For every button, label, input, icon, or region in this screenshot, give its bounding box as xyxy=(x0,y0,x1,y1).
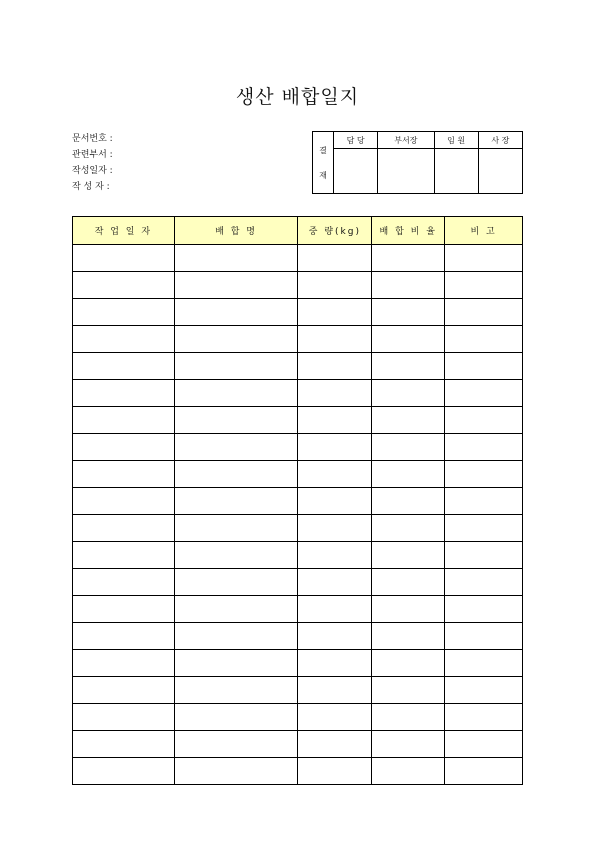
table-cell[interactable] xyxy=(445,677,523,704)
table-cell[interactable] xyxy=(445,569,523,596)
table-cell[interactable] xyxy=(445,299,523,326)
table-row xyxy=(73,461,523,488)
table-cell[interactable] xyxy=(73,380,175,407)
table-cell[interactable] xyxy=(73,596,175,623)
role-dept-head: 부서장 xyxy=(378,132,434,149)
table-cell[interactable] xyxy=(73,326,175,353)
table-cell[interactable] xyxy=(445,731,523,758)
role-executive: 임 원 xyxy=(434,132,478,149)
table-row xyxy=(73,326,523,353)
table-cell[interactable] xyxy=(298,353,372,380)
table-row xyxy=(73,515,523,542)
table-cell[interactable] xyxy=(174,596,298,623)
table-cell[interactable] xyxy=(73,299,175,326)
table-row xyxy=(73,677,523,704)
table-cell[interactable] xyxy=(73,623,175,650)
table-cell[interactable] xyxy=(445,326,523,353)
document-info xyxy=(72,131,113,195)
signature-executive[interactable] xyxy=(434,149,478,194)
table-cell[interactable] xyxy=(372,461,445,488)
table-cell[interactable] xyxy=(174,407,298,434)
role-president: 사 장 xyxy=(478,132,522,149)
table-cell[interactable] xyxy=(73,434,175,461)
page-title: 생산 배합일지 xyxy=(235,86,360,108)
table-body xyxy=(73,245,523,785)
table-cell[interactable] xyxy=(174,650,298,677)
table-cell[interactable] xyxy=(73,569,175,596)
table-cell[interactable] xyxy=(372,380,445,407)
table-cell[interactable] xyxy=(298,677,372,704)
header-blend-name: 배 합 명 xyxy=(174,217,298,245)
table-row xyxy=(73,623,523,650)
table-row xyxy=(73,407,523,434)
table-cell[interactable] xyxy=(174,299,298,326)
table-cell[interactable] xyxy=(372,515,445,542)
table-row xyxy=(73,596,523,623)
table-cell[interactable] xyxy=(298,650,372,677)
table-row xyxy=(73,569,523,596)
table-cell[interactable] xyxy=(445,380,523,407)
table-row xyxy=(73,434,523,461)
header-weight: 중 량(kg) xyxy=(298,217,372,245)
table-cell[interactable] xyxy=(174,704,298,731)
table-cell[interactable] xyxy=(372,407,445,434)
table-cell[interactable] xyxy=(174,272,298,299)
table-cell[interactable] xyxy=(73,353,175,380)
table-cell[interactable] xyxy=(73,515,175,542)
table-cell[interactable] xyxy=(372,272,445,299)
table-cell[interactable] xyxy=(174,434,298,461)
table-cell[interactable] xyxy=(298,488,372,515)
table-cell[interactable] xyxy=(298,380,372,407)
header-work-date: 작 업 일 자 xyxy=(73,217,175,245)
table-cell[interactable] xyxy=(73,758,175,785)
table-cell[interactable] xyxy=(445,353,523,380)
table-cell[interactable] xyxy=(445,515,523,542)
table-cell[interactable] xyxy=(372,488,445,515)
table-cell[interactable] xyxy=(445,758,523,785)
table-cell[interactable] xyxy=(174,731,298,758)
date-label: 작성일자 : xyxy=(72,166,113,176)
table-cell[interactable] xyxy=(73,461,175,488)
table-cell[interactable] xyxy=(298,569,372,596)
signature-staff[interactable] xyxy=(334,149,378,194)
table-cell[interactable] xyxy=(298,461,372,488)
table-cell[interactable] xyxy=(372,731,445,758)
table-cell[interactable] xyxy=(372,434,445,461)
table-cell[interactable] xyxy=(445,650,523,677)
table-cell[interactable] xyxy=(174,326,298,353)
table-cell[interactable] xyxy=(445,623,523,650)
table-cell[interactable] xyxy=(298,407,372,434)
table-cell[interactable] xyxy=(73,245,175,272)
table-cell[interactable] xyxy=(445,434,523,461)
table-cell[interactable] xyxy=(174,623,298,650)
table-cell[interactable] xyxy=(73,272,175,299)
approval-label xyxy=(313,132,334,194)
doc-number-label: 문서번호 : xyxy=(72,134,113,144)
table-cell[interactable] xyxy=(372,623,445,650)
table-cell[interactable] xyxy=(174,380,298,407)
table-cell[interactable] xyxy=(174,758,298,785)
header-blend-ratio: 배 합 비 율 xyxy=(372,217,445,245)
table-row xyxy=(73,353,523,380)
table-cell[interactable] xyxy=(298,272,372,299)
table-cell[interactable] xyxy=(445,461,523,488)
approval-box xyxy=(312,131,523,194)
table-cell[interactable] xyxy=(445,488,523,515)
table-cell[interactable] xyxy=(445,704,523,731)
table-cell[interactable] xyxy=(298,542,372,569)
table-row xyxy=(73,758,523,785)
table-cell[interactable] xyxy=(174,461,298,488)
blend-log-table xyxy=(72,216,523,785)
table-row xyxy=(73,380,523,407)
table-cell[interactable] xyxy=(372,353,445,380)
table-cell[interactable] xyxy=(372,326,445,353)
table-row xyxy=(73,650,523,677)
table-cell[interactable] xyxy=(372,569,445,596)
table-row xyxy=(73,299,523,326)
table-cell[interactable] xyxy=(372,758,445,785)
table-cell[interactable] xyxy=(73,731,175,758)
table-cell[interactable] xyxy=(298,515,372,542)
table-cell[interactable] xyxy=(73,650,175,677)
signature-dept-head[interactable] xyxy=(378,149,434,194)
table-cell[interactable] xyxy=(372,542,445,569)
table-cell[interactable] xyxy=(445,245,523,272)
table-cell[interactable] xyxy=(372,704,445,731)
table-cell[interactable] xyxy=(298,245,372,272)
table-cell[interactable] xyxy=(73,488,175,515)
table-cell[interactable] xyxy=(298,758,372,785)
table-row xyxy=(73,731,523,758)
table-cell[interactable] xyxy=(372,650,445,677)
table-cell[interactable] xyxy=(298,623,372,650)
approval-label-top: 결 xyxy=(319,145,327,155)
table-cell[interactable] xyxy=(445,542,523,569)
table-cell[interactable] xyxy=(372,245,445,272)
department-label: 관련부서 : xyxy=(72,150,113,160)
table-cell[interactable] xyxy=(73,542,175,569)
table-cell[interactable] xyxy=(174,245,298,272)
table-cell[interactable] xyxy=(372,299,445,326)
table-cell[interactable] xyxy=(372,677,445,704)
table-row xyxy=(73,488,523,515)
table-cell[interactable] xyxy=(445,596,523,623)
table-cell[interactable] xyxy=(298,704,372,731)
table-cell[interactable] xyxy=(73,407,175,434)
table-cell[interactable] xyxy=(174,353,298,380)
table-cell[interactable] xyxy=(298,434,372,461)
table-cell[interactable] xyxy=(445,272,523,299)
table-cell[interactable] xyxy=(445,407,523,434)
table-cell[interactable] xyxy=(174,542,298,569)
table-cell[interactable] xyxy=(73,704,175,731)
table-cell[interactable] xyxy=(298,731,372,758)
author-label: 작 성 자 : xyxy=(72,182,110,192)
table-cell[interactable] xyxy=(372,596,445,623)
table-cell[interactable] xyxy=(174,677,298,704)
table-cell[interactable] xyxy=(298,326,372,353)
table-cell[interactable] xyxy=(174,488,298,515)
signature-president[interactable] xyxy=(478,149,522,194)
table-cell[interactable] xyxy=(298,299,372,326)
table-row xyxy=(73,542,523,569)
table-header-row xyxy=(73,217,523,245)
table-cell[interactable] xyxy=(174,515,298,542)
table-cell[interactable] xyxy=(174,569,298,596)
table-row xyxy=(73,245,523,272)
table-cell[interactable] xyxy=(298,596,372,623)
role-staff: 담 당 xyxy=(334,132,378,149)
table-row xyxy=(73,272,523,299)
approval-label-bottom: 재 xyxy=(319,170,327,180)
table-cell[interactable] xyxy=(73,677,175,704)
header-remarks: 비 고 xyxy=(445,217,523,245)
table-row xyxy=(73,704,523,731)
